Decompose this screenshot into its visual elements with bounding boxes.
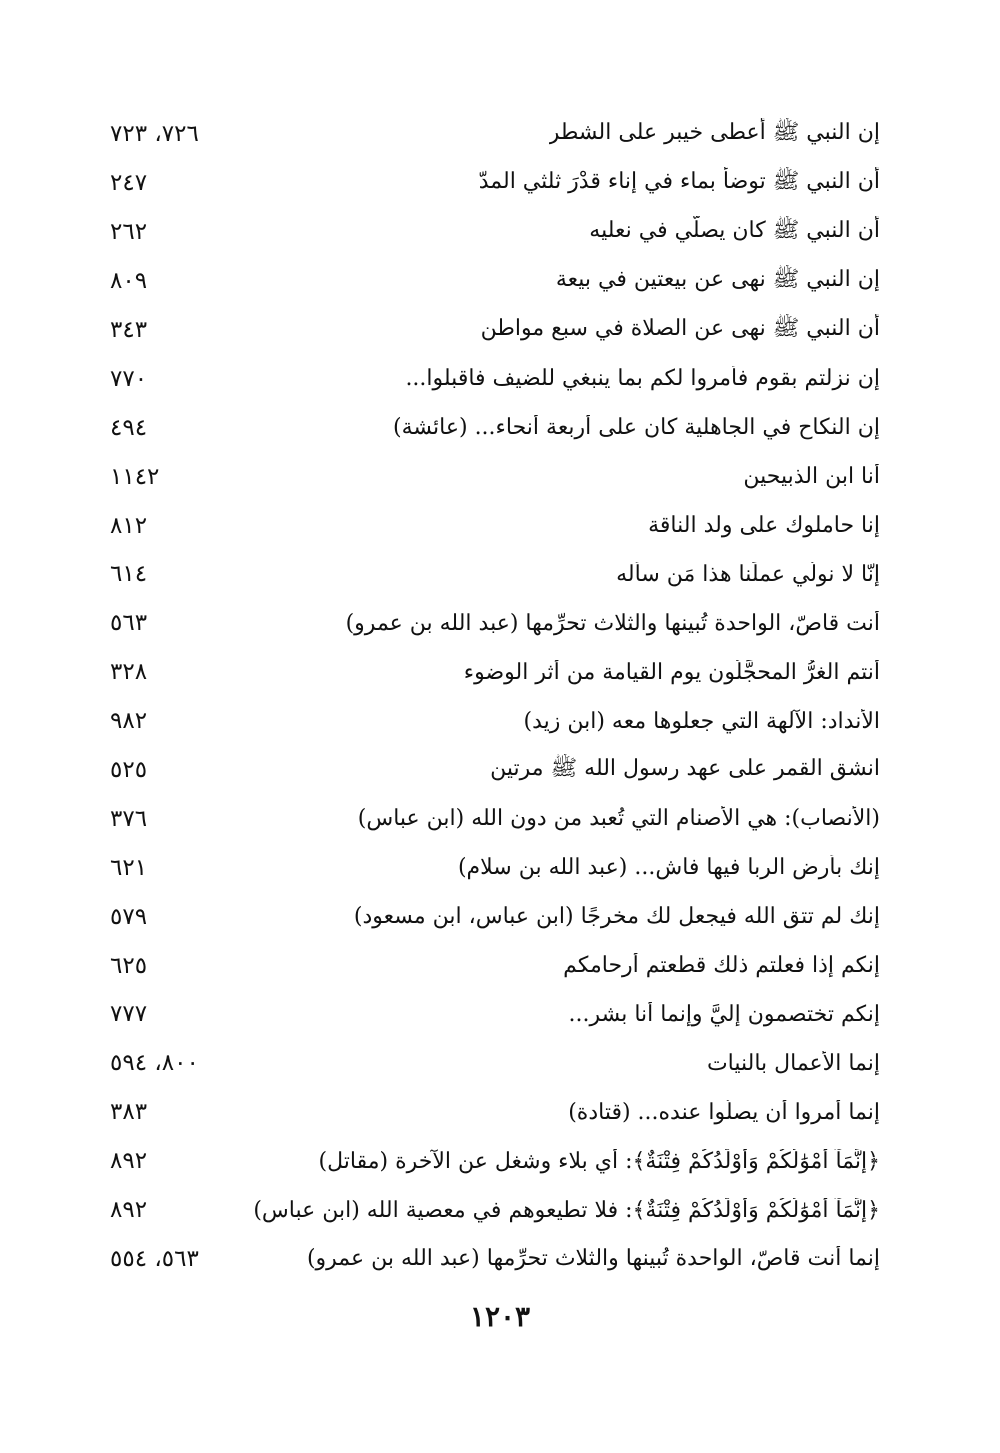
entry-page-refs: ١١٤٢: [110, 463, 160, 490]
index-entry: [110, 452, 880, 501]
entry-text: أنا ابن الذبيحين: [743, 464, 880, 490]
entry-page-refs: ٨٩٢: [110, 1197, 148, 1224]
index-entry: [110, 1186, 880, 1235]
index-entry: [110, 1234, 880, 1283]
entry-page-refs: ٨٩٢: [110, 1148, 148, 1175]
index-entry: [110, 746, 880, 795]
index-entry: [110, 354, 880, 403]
entry-text: أنت قاصّ، الواحدة تُبينها والثلاث تحرِّمها (عبد الله بن عمرو): [345, 610, 880, 636]
entry-page-refs: ٣٢٨: [110, 659, 148, 686]
entry-page-refs: ٧٢٦، ٧٢٣: [110, 121, 199, 148]
entry-page-refs: ٦٢١: [110, 854, 148, 881]
entry-text: إنكم تختصمون إليَّ وإنما أنا بشر...: [568, 1001, 880, 1027]
entry-page-refs: ٢٤٧: [110, 170, 148, 197]
entry-text: أن النبي ﷺ توضأ بماء في إناء قدْرَ ثلثي المدّ: [478, 169, 880, 195]
index-entry: [110, 990, 880, 1039]
entry-page-refs: ٤٩٤: [110, 414, 148, 441]
index-entry: [110, 599, 880, 648]
index-entry: [110, 697, 880, 746]
entry-page-refs: ٧٧٠: [110, 365, 148, 392]
entry-page-refs: ٣٨٣: [110, 1099, 148, 1126]
page-number: ١٢٠٣: [469, 1300, 531, 1333]
entry-text: إنك لم تتق الله فيجعل لك مخرجًا (ابن عباس، ابن مسعود): [353, 904, 880, 930]
entry-page-refs: ٨٠٩: [110, 268, 148, 295]
index-entry: [110, 550, 880, 599]
entry-text: إنك بأرضٍ الربا فيها فاشٍ... (عبد الله بن سلام): [457, 855, 880, 881]
index-entry: [110, 159, 880, 208]
index-entry: [110, 403, 880, 452]
index-entry: [110, 941, 880, 990]
index-entry: [110, 257, 880, 306]
entry-text: إنما الأعمال بالنيات: [706, 1050, 880, 1076]
entry-text: ﴿إِنَّمَآ أَمْوَٰلُكُمْ وَأَوْلَٰدُكُمْ فِتْنَةٌ﴾: أي بلاء وشغل عن الآخرة (مقاتل): [318, 1148, 880, 1174]
entry-text: أن النبي ﷺ كان يصلّي في نعليه: [589, 218, 880, 244]
index-entry: [110, 1088, 880, 1137]
entry-page-refs: ٥٦٣، ٥٥٤: [110, 1245, 199, 1272]
entry-page-refs: ٨٠٠، ٥٩٤: [110, 1050, 199, 1077]
index-entry: [110, 843, 880, 892]
entry-page-refs: ٣٧٦: [110, 805, 148, 832]
entry-page-refs: ٨١٢: [110, 512, 148, 539]
entry-page-refs: ٢٦٢: [110, 219, 148, 246]
entry-text: إنكم إذا فعلتم ذلك قطعتم أرحامكم: [563, 953, 880, 979]
entry-page-refs: ٥٦٣: [110, 610, 148, 637]
index-entry: [110, 1137, 880, 1186]
entry-page-refs: ٥٧٩: [110, 903, 148, 930]
entry-page-refs: ٣٤٣: [110, 317, 148, 343]
entry-page-refs: ٦١٤: [110, 561, 148, 588]
index-entry: [110, 794, 880, 843]
index-entry: [110, 208, 880, 257]
index-entry: [110, 501, 880, 550]
entry-page-refs: ٥٢٥: [110, 757, 148, 784]
entry-text: إنا حاملوك على ولد الناقة: [648, 513, 880, 539]
entry-text: إن النبي ﷺ نهى عن بيعتين في بيعة: [555, 267, 880, 293]
entry-text: ﴿إِنَّمَآ أَمْوَٰلُكُمْ وَأَوْلَٰدُكُمْ فِتْنَةٌ﴾: فلا تطيعوهم في معصية الله (ابن عباس): [253, 1197, 880, 1223]
index-entry: [110, 306, 880, 355]
entry-text: إن نزلتم بقوم فأمروا لكم بما ينبغي للضيف فاقبلوا...: [405, 366, 880, 392]
entry-text: إنّا لا نولّي عملَنا هذا مَن سأله: [616, 561, 880, 587]
entry-text: انشق القمر على عهد رسول الله ﷺ مرتين: [490, 756, 880, 782]
entry-text: إنما أمروا أن يصلّوا عنده... (قتادة): [568, 1099, 880, 1125]
hadith-index-list: [110, 110, 880, 1283]
entry-page-refs: ٧٧٧: [110, 1001, 148, 1028]
index-entry: [110, 110, 880, 159]
entry-page-refs: ٩٨٢: [110, 708, 148, 735]
entry-page-refs: ٦٢٥: [110, 952, 148, 979]
index-entry: [110, 1039, 880, 1088]
entry-text: أن النبي ﷺ نهى عن الصلاة في سبع مواطن: [480, 316, 880, 341]
index-entry: [110, 892, 880, 941]
entry-text: الأنداد: الآلهة التي جعلوها معه (ابن زيد): [523, 708, 880, 734]
index-entry: [110, 648, 880, 697]
entry-text: إنما أنت قاصّ، الواحدة تُبينها والثلاث تحرِّمها (عبد الله بن عمرو): [306, 1246, 880, 1272]
entry-text: إن النكاح في الجاهلية كان على أربعة أنحاء... (عائشة): [393, 415, 880, 441]
entry-text: (الأنصاب): هي الأصنام التي تُعبد من دون الله (ابن عباس): [357, 806, 880, 832]
entry-text: إن النبي ﷺ أعطى خيبر على الشطر: [548, 120, 880, 146]
entry-text: أنتم الغرُّ المحجَّلُون يوم القيامة من أثر الوضوء: [463, 659, 880, 685]
